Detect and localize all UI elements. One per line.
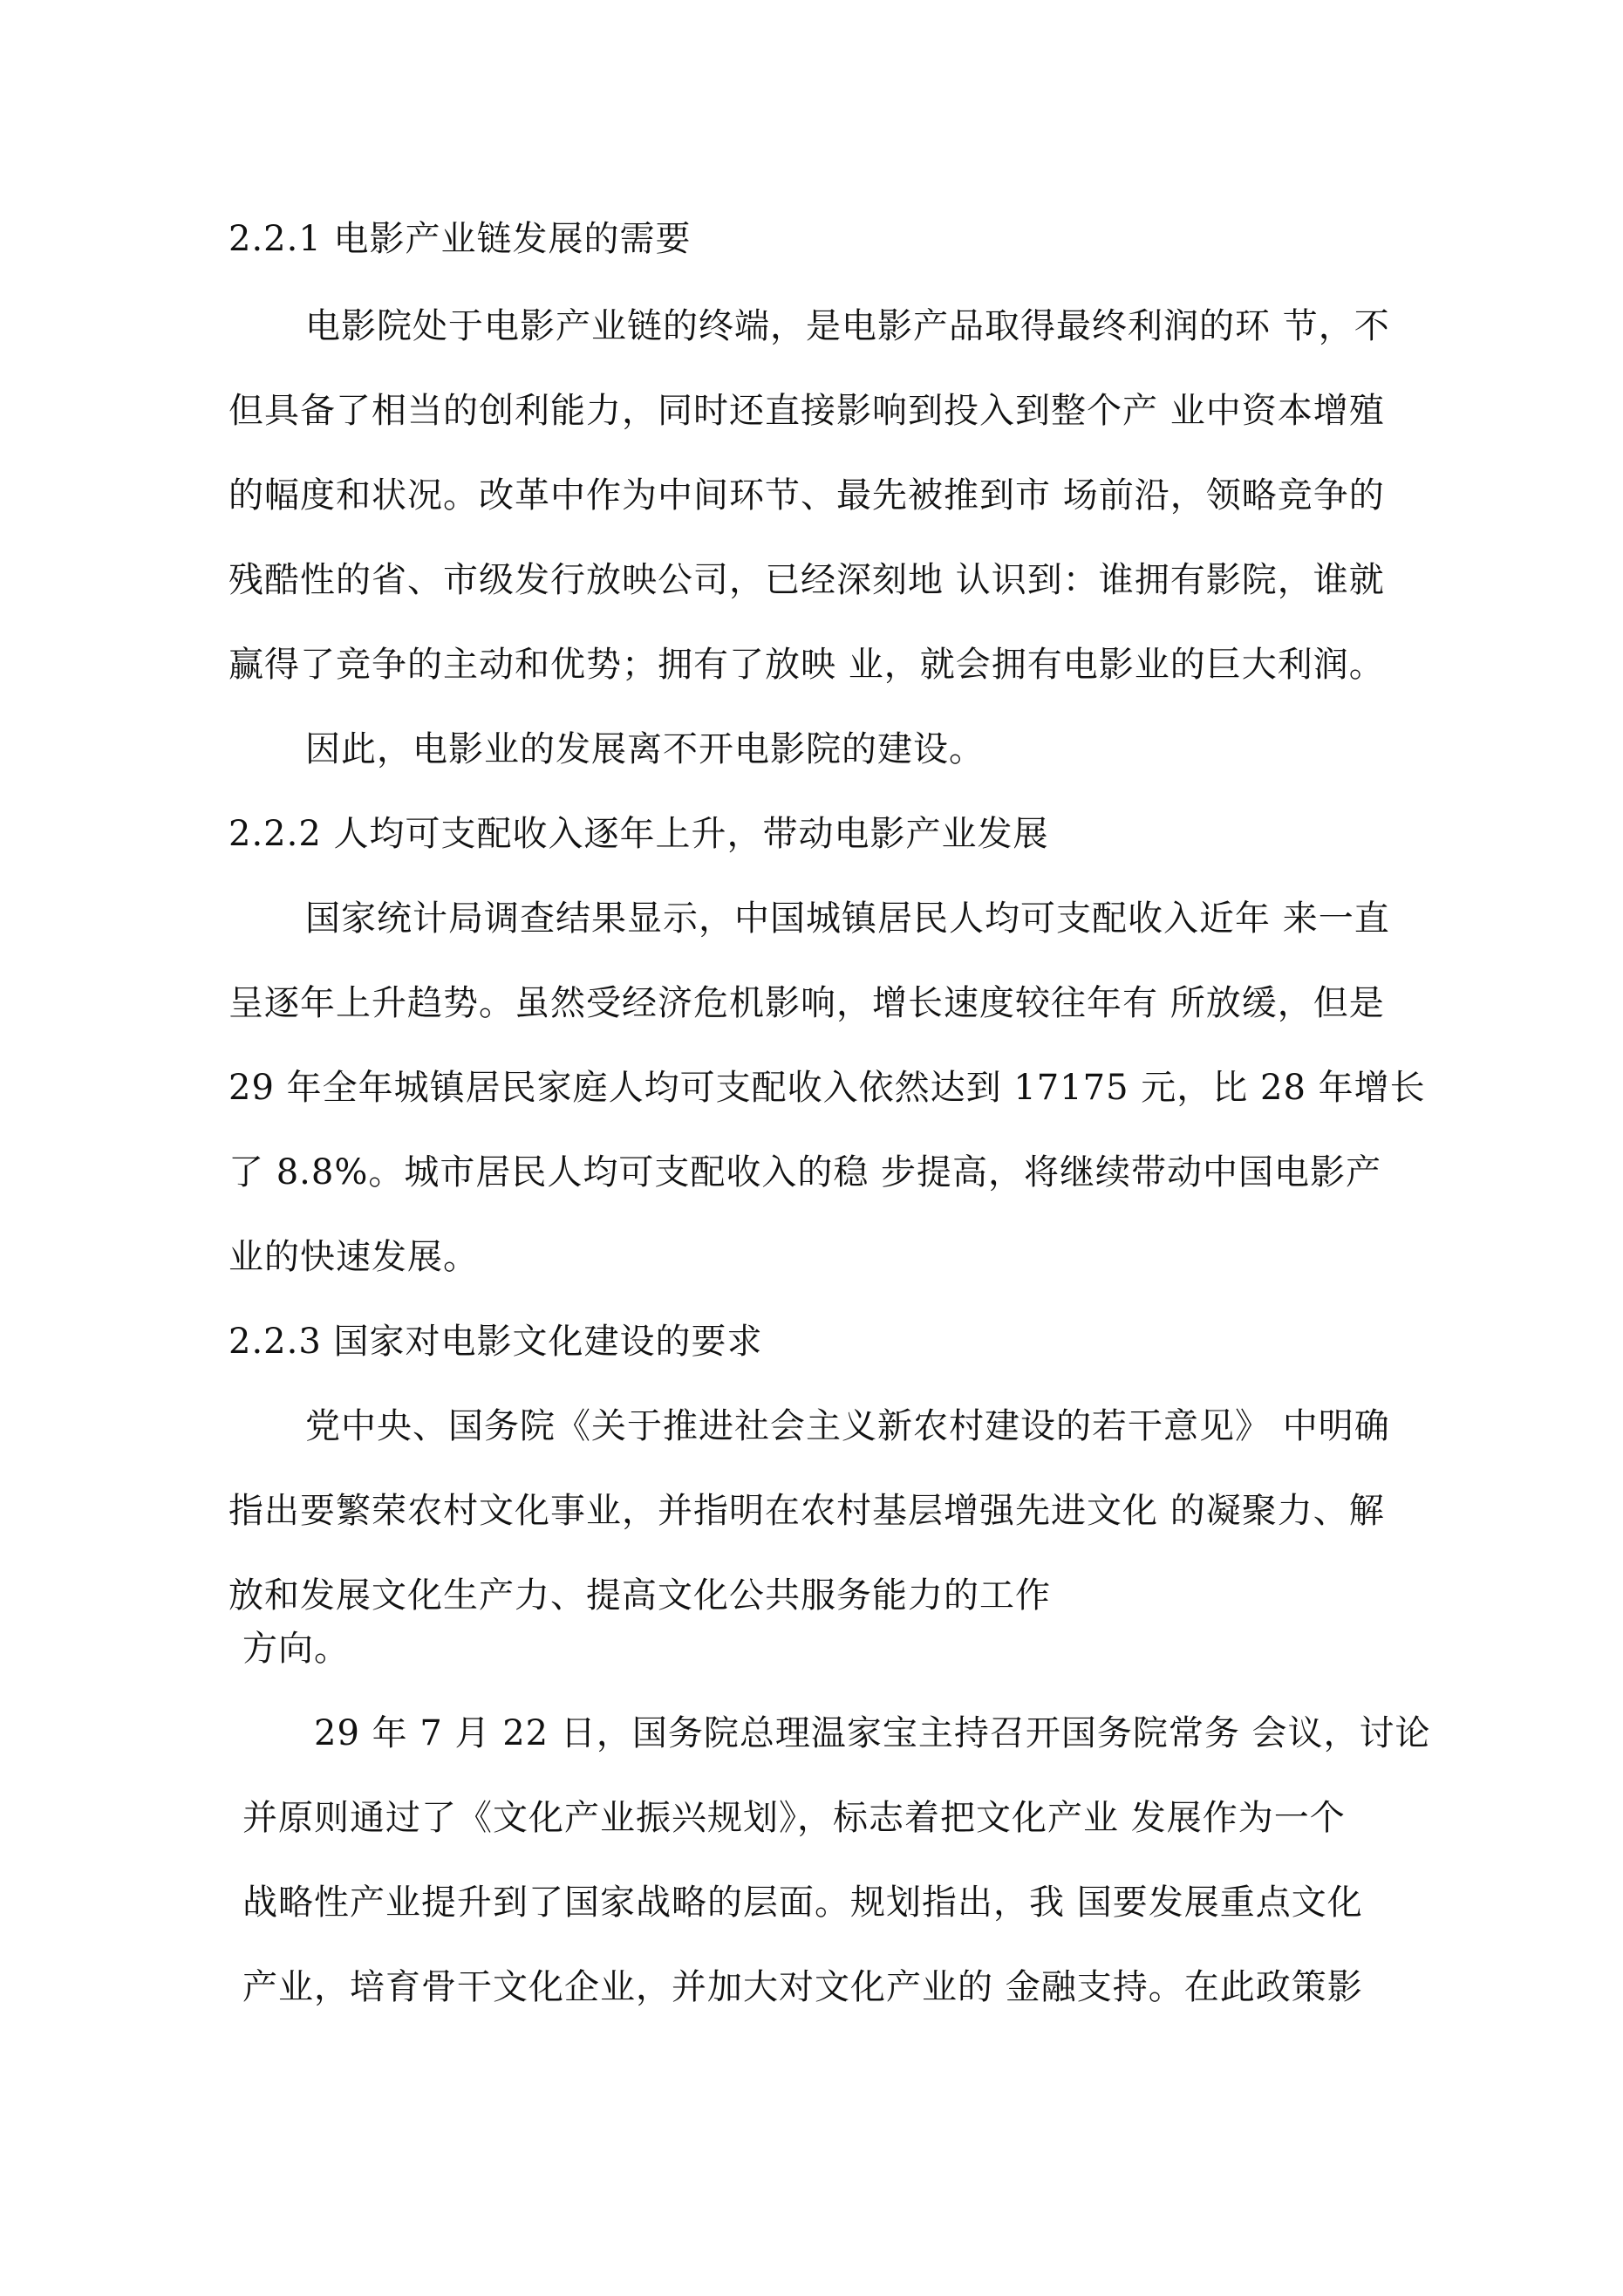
paragraph-line: 方向。 [242,1629,350,1669]
section-heading-2-2-3: 2.2.3 国家对电影文化建设的要求 [228,1322,763,1362]
paragraph-line: 国家统计局调查结果显示，中国城镇居民人均可支配收入近年 来一直 [305,899,1390,939]
paragraph-line: 放和发展文化生产力、提高文化公共服务能力的工作 [228,1575,1051,1616]
paragraph-line: 残酷性的省、市级发行放映公司，已经深刻地 认识到：谁拥有影院，谁就 [228,560,1385,600]
paragraph-line: 因此，电影业的发展离不开电影院的建设。 [305,729,985,769]
paragraph-line: 指出要繁荣农村文化事业，并指明在农村基层增强先进文化 的凝聚力、解 [228,1491,1385,1531]
paragraph-line: 赢得了竞争的主动和优势；拥有了放映 业，就会拥有电影业的巨大利润。 [228,645,1385,685]
paragraph-line: 了 8.8%。城市居民人均可支配收入的稳 步提高，将继续带动中国电影产 [228,1152,1382,1192]
paragraph-line: 29 年全年城镇居民家庭人均可支配收入依然达到 17175 元，比 28 年增长 [228,1068,1426,1108]
paragraph-line: 29 年 7 月 22 日，国务院总理温家宝主持召开国务院常务 会议，讨论 [314,1713,1431,1753]
section-heading-2-2-1: 2.2.1 电影产业链发展的需要 [228,219,692,259]
paragraph-line: 产业，培育骨干文化企业，并加大对文化产业的 金融支持。在此政策影 [242,1967,1363,2007]
paragraph-line: 电影院处于电影产业链的终端，是电影产品取得最终利润的环 节，不 [305,306,1390,346]
paragraph-line: 并原则通过了《文化产业振兴规划》，标志着把文化产业 发展作为一个 [242,1798,1346,1838]
paragraph-line: 业的快速发展。 [228,1237,479,1277]
paragraph-line: 呈逐年上升趋势。虽然受经济危机影响，增长速度较往年有 所放缓，但是 [228,983,1385,1023]
section-heading-2-2-2: 2.2.2 人均可支配收入逐年上升，带动电影产业发展 [228,814,1049,854]
paragraph-line: 战略性产业提升到了国家战略的层面。规划指出，我 国要发展重点文化 [242,1883,1363,1923]
paragraph-line: 党中央、国务院《关于推进社会主义新农村建设的若干意见》 中明确 [305,1406,1390,1446]
paragraph-line: 但具备了相当的创利能力，同时还直接影响到投入到整个产 业中资本增殖 [228,391,1385,431]
paragraph-line: 的幅度和状况。改革中作为中间环节、最先被推到市 场前沿，领略竞争的 [228,475,1385,516]
